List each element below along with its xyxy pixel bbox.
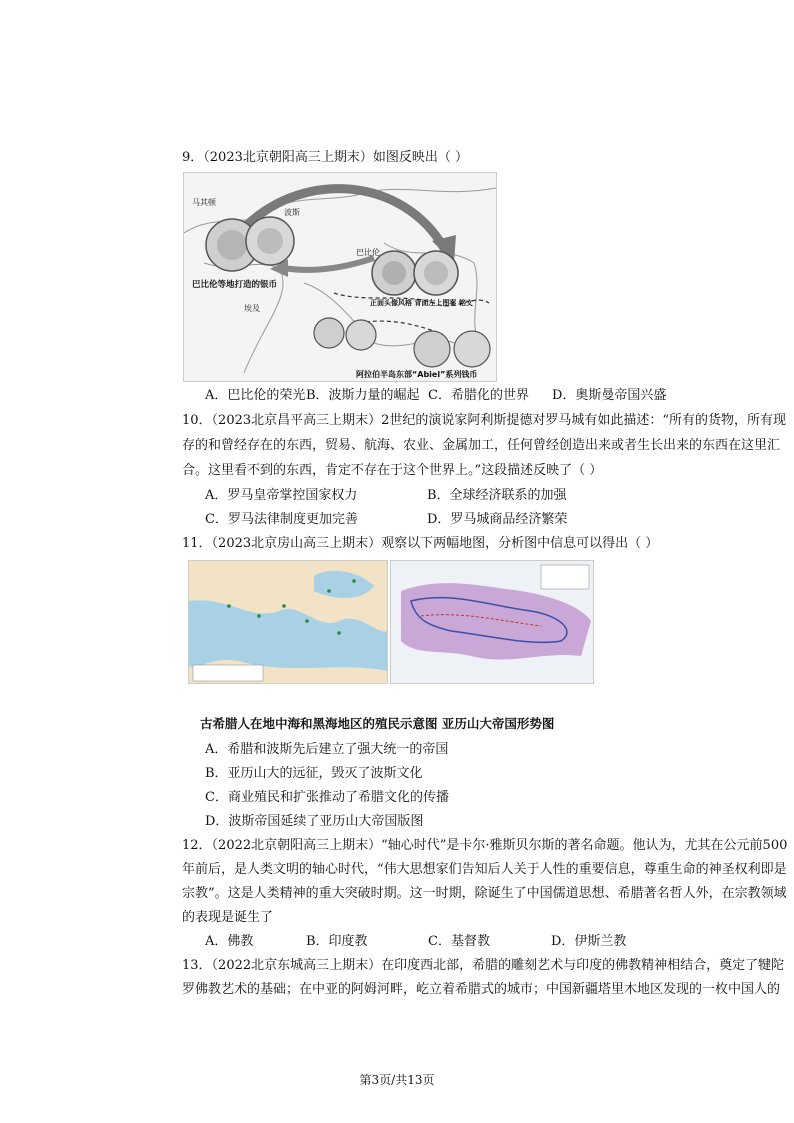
- coin-icon: [314, 318, 344, 348]
- q9-map-svg: [184, 173, 496, 381]
- q11-option-d[interactable]: D．波斯帝国延续了亚历山大帝国版图: [205, 814, 424, 829]
- q12-option-d[interactable]: D．伊斯兰教: [551, 934, 627, 949]
- map-label-egypt: 埃及: [244, 304, 260, 313]
- q9-option-d[interactable]: D．奥斯曼帝国兴盛: [552, 388, 667, 403]
- q11-map-greek-colonies: [188, 560, 388, 684]
- q12-line-2: 年前后，是人类文明的轴心时代，“伟大思想家们告知后人关于人性的重要信息，尊重生命的神圣权利即是: [182, 862, 787, 877]
- map-label-coins: 巴比伦等地打造的银币: [192, 280, 278, 290]
- q11-option-a[interactable]: A．希腊和波斯先后建立了强大统一的帝国: [205, 742, 449, 757]
- q13-line-2: 罗佛教艺术的基础；在中亚的阿姆河畔，屹立着希腊式的城市；中国新疆塔里木地区发现的一枚中国人的: [182, 982, 781, 997]
- q9-option-b[interactable]: B．波斯力量的崛起: [306, 388, 420, 403]
- q11-caption: 古希腊人在地中海和黑海地区的殖民示意图 亚历山大帝国形势图: [200, 716, 555, 731]
- coin-icon: [454, 331, 490, 367]
- q10-option-c[interactable]: C．罗马法律制度更加完善: [205, 512, 358, 527]
- q13-line-1: 13．（2022北京东城高三上期末）在印度西北部，希腊的雕刻艺术与印度的佛教精神相结合，奠定了犍陀: [182, 958, 785, 973]
- q9-option-a[interactable]: A．巴比伦的荣光: [205, 388, 306, 403]
- q9-option-c[interactable]: C．希腊化的世界: [428, 388, 529, 403]
- q12-line-3: 宗教”。这是人类精神的重大突破时期。这一时期，除诞生了中国儒道思想、希腊著名哲人外，在宗教领域: [182, 886, 787, 901]
- coin-icon: [414, 331, 450, 367]
- q10-option-d[interactable]: D．罗马城商品经济繁荣: [427, 512, 568, 527]
- map-label-style: 正面头像风格 背面左上图案 铭文: [370, 299, 473, 307]
- alexander-empire-map-svg: [391, 561, 593, 683]
- q11-stem: 11．（2023北京房山高三上期末）观察以下两幅地图，分析图中信息可以得出（ ）: [182, 536, 659, 551]
- q12-line-4: 的表现是诞生了: [182, 910, 274, 925]
- q11-option-c[interactable]: C．商业殖民和扩张推动了希腊文化的传播: [205, 790, 449, 805]
- map-label-arabia: 阿拉伯半岛东部“Abiel”系列钱币: [356, 370, 478, 379]
- q10-option-a[interactable]: A．罗马皇帝掌控国家权力: [205, 488, 358, 503]
- map-label-babylon: 巴比伦: [356, 248, 380, 257]
- q12-line-1: 12．（2022北京朝阳高三上期末）“轴心时代”是卡尔·雅斯贝尔斯的著名命题。他认为，尤其在公元前500: [182, 838, 788, 853]
- q11-option-b[interactable]: B．亚历山大的远征，毁灭了波斯文化: [205, 766, 423, 781]
- q12-option-a[interactable]: A．佛教: [205, 934, 254, 949]
- q10-line-2: 存的和曾经存在的东西，贸易、航海、农业、金属加工，任何曾经创造出来或者生长出来的东西在这里汇: [182, 438, 781, 453]
- map-label-persia: 波斯: [284, 208, 300, 217]
- q10-option-b[interactable]: B．全球经济联系的加强: [427, 488, 567, 503]
- page-number: 第3页/共13页: [359, 1073, 435, 1087]
- q9-stem: 9．（2023北京朝阳高三上期末）如图反映出（ ）: [182, 150, 468, 165]
- q12-option-b[interactable]: B．印度教: [306, 934, 368, 949]
- q12-option-c[interactable]: C．基督教: [428, 934, 490, 949]
- q10-line-1: 10．（2023北京昌平高三上期末）2世纪的演说家阿利斯提德对罗马城有如此描述：“所有的货物，所有现: [182, 413, 787, 428]
- q9-map-figure: [183, 172, 497, 382]
- q11-map-alexander-empire: [390, 560, 594, 684]
- coin-icon: [346, 320, 376, 350]
- map-label-macedonia: 马其顿: [192, 198, 216, 207]
- greek-colonies-map-svg: [189, 561, 387, 683]
- q10-line-3: 合。这里看不到的东西，肯定不存在于这个世界上。”这段描述反映了（ ）: [182, 463, 603, 478]
